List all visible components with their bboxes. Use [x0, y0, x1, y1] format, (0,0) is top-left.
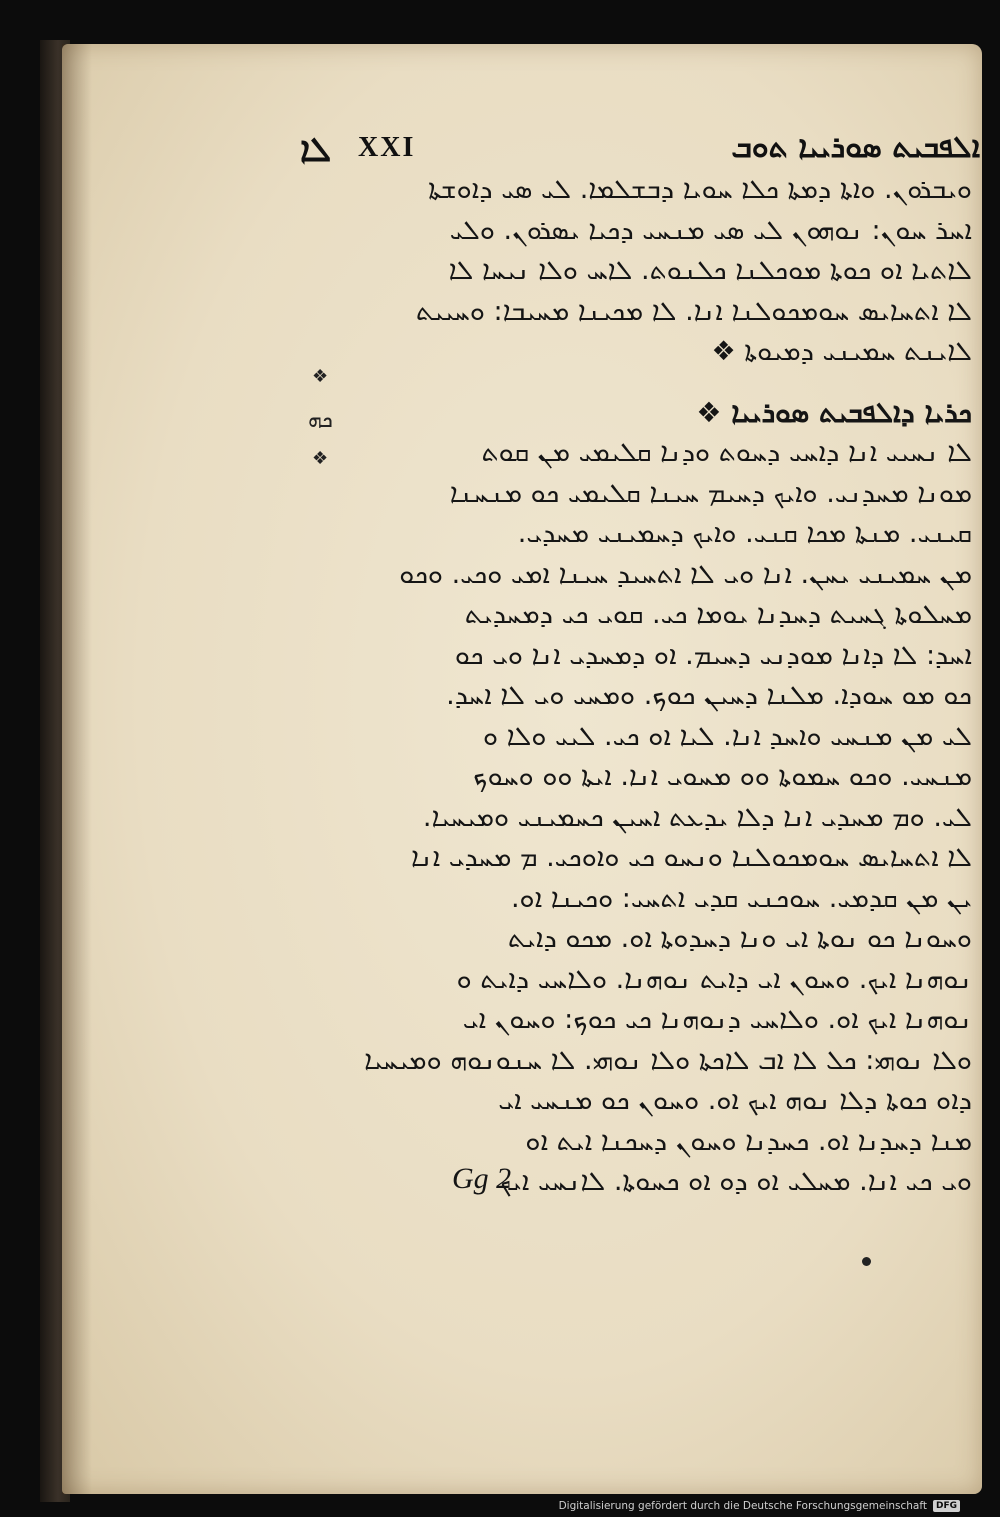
text-line: ܡܢܐ ܕܚܕܢܐ ܐܘ. ܟܚܕܢܐ ܘܚܘܢ ܕܚܟܢܐ ܐܝܬ ܐܘ: [525, 1125, 972, 1157]
footer: [559, 1499, 960, 1513]
running-title: ܐܠܦܒܝܬ ܣܘܪܝܝܐ ܬܘܒ: [731, 130, 980, 165]
text-line: ܟܘ ܡܘ ܚܘܕܐ. ܡܠܢܐ ܕܚܝܢ ܟܘܟ. ܘܡܚܝ ܘܝ ܠܐ ܐܚܕ.: [446, 680, 972, 711]
text-line: ܠܐ ܐܬܚܐܝܣ ܚܘܡܟܘܠܢܐ ܘܢܚܘ ܟܝ ܘܐܘܟܝ. ܡ ܡܚܕܝ ܐܢܐ: [410, 842, 972, 873]
folio-mark: ܠܐ: [300, 130, 332, 170]
page-header: [300, 130, 980, 170]
text-line: ܘܝ ܟܝ ܐܢܐ. ܡܚܠܝ ܐܘ ܕܘ ܐܘ ܟܚܘܬܐ. ܠܐܢܚܝ ܐܝܟ: [500, 1166, 972, 1197]
ink-dot: [862, 1257, 871, 1266]
text-line: ܠܐܬܝܐ ܐܘ ܟܘܬܐ ܡܘܟܠܢܐ ܟܠܢܘܬ. ܠܐܚ ܘܠܐ ܢܝܚܐ ܠܐ: [448, 255, 972, 286]
page-gutter-shadow: [62, 44, 92, 1494]
text-line: ܡܢܚܝ. ܘܟܘ ܚܡܘܬܐ ܘܘ ܡܚܘܝ ܐܢܐ. ܐܝܬܐ ܘܘ ܘܚܘܟ: [473, 761, 972, 792]
text-line: ܕܐܘ ܟܘܬܐ ܕܠܐ ܢܘܗ ܐܝܟ ܐܘ. ܘܚܘܢ ܟܘ ܡܢܚܝ ܐܝ: [498, 1085, 972, 1116]
text-line: ܡܘܢܐ ܡܚܕܢܝ. ܘܐܝܟ ܕܚܝܡ ܚܝܢܐ ܩܠܝܡܝ ܟܘ ܡܢܚܢܐ: [449, 477, 972, 509]
text-line: ܠܝ. ܘܡ ܡܚܕܝ ܐܢܐ ܕܠܐ ܝܕܥܬ ܐܚܝܢ ܟܚܡܝܢܝ ܘܡܝܚܝܐ.: [422, 801, 972, 833]
text-line: ܠܐ ܢܚܝܝ ܐܢܐ ܕܐܚܝ ܕܚܘܬ ܘܕܢܐ ܩܠܝܡܝ ܡܢ ܩܘܬ: [481, 437, 972, 468]
text-line: ܢܘܗܢܐ ܐܝܟ. ܘܚܘܢ ܐܝ ܕܐܝܬ ܢܘܗܢܐ. ܘܠܐܚܝ ܕܐܝܬ ܘ: [456, 963, 972, 995]
text-line: ܐܚܪ ܚܘܢ: ܢܘܗܘܢ ܠܝ ܣܝ ܡܢܚܝ ܕܟܝܐ ܝܣܪܘܢ. ܘܠܝ: [449, 214, 972, 246]
text-line: ܡܚܠܘܬܐ ܓܚܝܬ ܕܚܕܢܐ ܝܘܡܐ ܟܝ. ܩܘܝ ܟܝ ܕܡܚܕܝܬ: [464, 599, 972, 630]
spacer: [350, 373, 972, 393]
text-line: ܘܝܒܪܘܢ. ܘܐܬܐ ܕܡܬܐ ܟܠܐ ܚܘܝܐ ܕܒܫܠܡܐ. ܠܝ ܣܝ ܕܐܘܫܬܐ: [428, 174, 972, 205]
text-line: ܠܝ ܡܢ ܡܢܚܝ ܘܐܚܕ ܐܢܐ. ܠܝܐ ܐܘ ܟܝ. ܠܝܝ ܘܠܐ ܘ: [482, 720, 972, 752]
text-line: ܠܐܝܢܬ ܚܡܝܢܝ ܕܡܝܘܬܐ ❖: [711, 336, 972, 367]
text-line: ܠܐ ܐܬܚܐܝܣ ܚܘܡܟܘܠܢܐ ܐܢܐ. ܠܐ ܡܟܝܢܐ ܡܚܝܒܐ: ܘܚܝܝܬ: [415, 295, 972, 327]
margin-ornament-icon: ❖: [312, 448, 329, 469]
text-line: ܐܚܕ: ܠܐ ܕܐܢܐ ܡܘܕܢܝ ܕܚܝܡ. ܐܘ ܕܡܚܕܝ ܐܢܐ ܘܝ ܟܘ: [454, 639, 972, 671]
text-line: ܩܝܢܝ. ܡܢܬܐ ܡܟܐ ܩܢܝ. ܘܐܝܟ ܕܚܡܝܢܝ ܡܚܕܝ.: [517, 518, 972, 549]
dfg-logo-icon: DFG: [933, 1500, 960, 1512]
text-line: ܡܢ ܚܡܝܢܝ ܝܚܢ. ܐܢܐ ܘܝ ܠܐ ܐܬܚܝܕ ܚܝܢܐ ܐܡܝ ܘܟܝ. ܘܟܘ: [399, 558, 972, 590]
margin-ornament-icon: ❖: [312, 366, 329, 387]
text-line: ܘܠܐ ܢܘܗܝ: ܟܠ ܠܐ ܐܒ ܠܐܟܬܐ ܘܠܐ ܢܘܗܝ. ܠܐ ܚܢܘܢܘܗ ܘܡܝܚܝܐ: [364, 1044, 972, 1076]
text-line: ܝܢ ܡܢ ܩܕܡܝ. ܚܘܟܢܝ ܩܕܝ ܐܬܚܝ: ܘܟܝܢܐ ܐܘ.: [510, 882, 972, 914]
text-block: [350, 170, 972, 1203]
margin-section-number: ܟܗ: [308, 408, 333, 433]
text-line: ܢܘܗܢܐ ܐܝܟ ܐܘ. ܘܠܐܚܝ ܕܢܘܗܢܐ ܟܝ ܟܘܟ: ܘܚܘܢ ܐܝ: [462, 1004, 972, 1035]
signature-mark: Gg 2: [452, 1162, 512, 1195]
text-line: ܘܚܘܢܐ ܟܘ ܢܘܬܐ ܐܝ ܘܢܐ ܕܚܕܘܬܐ ܐܘ. ܡܟܘ ܕܐܝܬ: [507, 923, 972, 954]
folio-number: XXI: [358, 132, 416, 163]
section-heading: ܟܪܝܐ ܕܐܠܦܒܝܬ ܣܘܪܝܝܐ ❖: [696, 395, 972, 429]
footer-credit: Digitalisierung gefördert durch die Deutsche Forschungsgemeinschaft: [558, 1500, 927, 1512]
